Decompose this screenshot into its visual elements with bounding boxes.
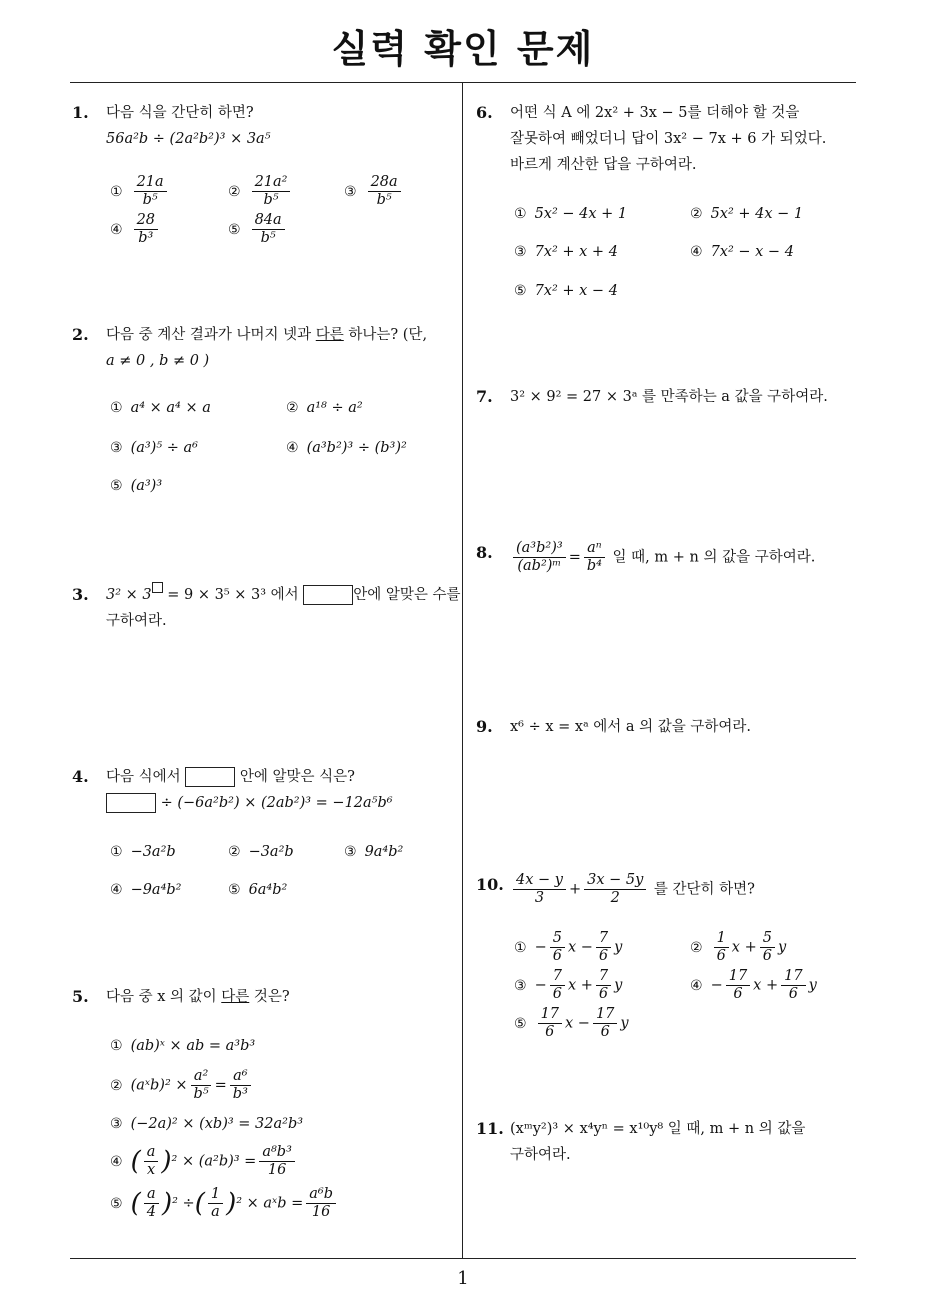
question-text: 3² × 9² = 27 × 3ᵃ 를 만족하는 a 값을 구하여라. <box>510 389 828 405</box>
question-expression: ÷ (−6a²b²) × (2ab²)³ = −12a⁵b⁶ <box>156 795 393 811</box>
option-mark: ③ <box>110 1116 123 1132</box>
fraction-denominator: 6 <box>733 986 743 1002</box>
fraction-denominator: 6 <box>552 948 562 964</box>
fraction-denominator: (ab²)ᵐ <box>517 558 562 574</box>
q10-option-4[interactable] <box>690 968 817 1003</box>
question-4 <box>72 764 452 816</box>
q1-option-1[interactable] <box>110 174 170 209</box>
option-mark: ① <box>514 939 527 956</box>
sign: − <box>534 939 547 956</box>
right-paren: ) <box>161 1188 173 1219</box>
option-denominator: b⁵ <box>376 192 392 208</box>
fraction-denominator: b⁴ <box>586 558 602 574</box>
q5-option-1[interactable] <box>110 1038 255 1054</box>
left-paren: ( <box>130 1188 141 1219</box>
question-number: 5. <box>72 987 89 1006</box>
fraction-denominator: 6 <box>716 948 726 964</box>
option-mark: ⑤ <box>228 882 241 898</box>
fraction-denominator: 6 <box>598 948 609 964</box>
option-text: ² ÷ <box>172 1195 195 1212</box>
question-2 <box>72 322 452 374</box>
fraction-numerator: 17 <box>593 1006 617 1024</box>
option-text: 7x² + x + 4 <box>534 244 618 260</box>
fraction-numerator: 1 <box>208 1186 223 1204</box>
fraction-numerator: 5 <box>760 930 775 948</box>
option-text: (a³)³ <box>130 478 163 494</box>
question-5 <box>72 984 452 1010</box>
option-mark: ② <box>690 939 703 956</box>
option-text: a¹⁸ ÷ a² <box>306 400 363 416</box>
bottom-rule <box>70 1258 856 1259</box>
q2-option-1[interactable] <box>110 400 211 416</box>
option-text: y <box>808 977 817 994</box>
q1-option-3[interactable] <box>344 174 404 209</box>
option-mark: ② <box>110 1077 123 1094</box>
option-text: 9a⁴b² <box>364 844 404 860</box>
fraction-denominator: 6 <box>552 986 562 1002</box>
question-expression: 56a²b ÷ (2a²b²)³ × 3a⁵ <box>106 131 271 147</box>
option-mark: ③ <box>514 977 527 994</box>
question-6 <box>476 100 856 178</box>
question-expression: 3² × 3 <box>106 587 152 603</box>
option-mark: ① <box>110 844 123 860</box>
option-numerator: 28a <box>368 174 401 192</box>
option-text: x + <box>731 939 757 956</box>
question-text: 하나는? (단, <box>343 327 428 343</box>
question-text: 안에 알맞은 식은? <box>235 769 355 785</box>
option-denominator: b⁵ <box>263 192 279 208</box>
q2-option-2[interactable] <box>286 400 363 416</box>
option-mark: ② <box>690 206 703 222</box>
option-mark: ⑤ <box>110 1195 123 1212</box>
question-text: 다음 중 계산 결과가 나머지 넷과 <box>106 327 316 343</box>
question-number: 2. <box>72 325 89 344</box>
option-text: −9a⁴b² <box>130 882 182 898</box>
page-number: 1 <box>457 1268 469 1289</box>
option-denominator: b³ <box>138 230 154 246</box>
option-text: a⁴ × a⁴ × a <box>130 400 211 416</box>
option-text: −3a²b <box>248 844 294 860</box>
fraction-numerator: (a³b²)³ <box>513 540 566 558</box>
fraction-denominator: a <box>211 1204 220 1220</box>
question-text: 구하여라. <box>106 613 167 629</box>
option-text: 7x² + x − 4 <box>534 283 618 299</box>
q2-option-4[interactable] <box>286 440 407 456</box>
fraction-numerator: a <box>144 1144 159 1162</box>
column-divider <box>462 82 463 1258</box>
page-title: 실력 확인 문제 <box>331 27 595 71</box>
sign: − <box>534 977 547 994</box>
q10-option-5[interactable] <box>514 1006 629 1041</box>
option-numerator: 21a <box>134 174 167 192</box>
question-number: 1. <box>72 103 89 122</box>
q2-option-3[interactable] <box>110 440 198 456</box>
option-mark: ② <box>228 844 241 860</box>
option-mark: ② <box>228 183 241 200</box>
option-text: (−2a)² × (xb)³ = 32a²b³ <box>130 1116 304 1132</box>
option-mark: ③ <box>344 183 357 200</box>
option-text: (a³)⁵ ÷ a⁶ <box>130 440 198 456</box>
option-mark: ④ <box>110 221 123 238</box>
question-text: 것은? <box>249 989 290 1005</box>
underlined-word: 다른 <box>315 327 344 343</box>
option-mark: ④ <box>690 977 703 994</box>
question-number: 7. <box>476 387 493 406</box>
fraction-numerator: 17 <box>781 968 805 986</box>
question-number: 4. <box>72 767 89 786</box>
q1-option-2[interactable] <box>228 174 293 209</box>
option-mark: ① <box>110 183 123 200</box>
fraction-numerator: aⁿ <box>584 540 605 558</box>
question-7 <box>476 384 856 410</box>
option-text: (a³b²)³ ÷ (b³)² <box>306 440 407 456</box>
right-paren: ) <box>161 1146 172 1177</box>
option-text: ² × aˣb = <box>236 1195 304 1212</box>
option-denominator: b⁵ <box>260 230 276 246</box>
question-text: 바르게 계산한 답을 구하여라. <box>510 157 697 173</box>
fraction-numerator: 7 <box>596 968 611 986</box>
fraction-denominator: 6 <box>762 948 772 964</box>
fraction-numerator: 1 <box>714 930 729 948</box>
left-paren: ( <box>194 1188 205 1219</box>
option-numerator: 21a² <box>252 174 291 192</box>
fraction-denominator: 6 <box>600 1024 610 1040</box>
fraction-numerator: 17 <box>726 968 750 986</box>
option-text: y <box>614 939 623 956</box>
underlined-word: 다른 <box>221 989 250 1005</box>
fraction-numerator: a⁶b <box>306 1186 336 1204</box>
q6-option-4[interactable] <box>690 244 794 260</box>
q1-option-4[interactable] <box>110 212 161 247</box>
question-number: 9. <box>476 717 493 736</box>
option-text: (ab)ˣ × ab = a³b³ <box>130 1038 256 1054</box>
question-number: 10. <box>476 875 504 894</box>
question-number: 6. <box>476 103 493 122</box>
option-text: y <box>777 939 787 956</box>
plus-sign: + <box>568 881 582 898</box>
right-paren: ) <box>226 1188 237 1219</box>
fraction-numerator: 4x − y <box>513 872 566 890</box>
option-text: −3a²b <box>130 844 176 860</box>
answer-blank-box[interactable] <box>106 793 156 813</box>
q6-option-5[interactable] <box>514 283 618 299</box>
question-8 <box>476 540 856 575</box>
q6-option-3[interactable] <box>514 244 618 260</box>
q4-option-5[interactable] <box>228 882 287 898</box>
question-text: 잘못하여 빼었더니 답이 3x² − 7x + 6 가 되었다. <box>510 131 827 147</box>
fraction-denominator: 4 <box>146 1204 156 1220</box>
fraction-denominator: b⁵ <box>193 1086 209 1102</box>
option-mark: ④ <box>690 244 703 260</box>
option-text: (aˣb)² × <box>130 1077 188 1094</box>
option-text: y <box>620 1015 629 1032</box>
question-10 <box>476 872 856 907</box>
fraction-numerator: a² <box>191 1068 211 1086</box>
option-text: 5x² − 4x + 1 <box>534 206 628 222</box>
fraction-denominator: 6 <box>788 986 798 1002</box>
sign: − <box>710 977 723 994</box>
option-text: ² × (a²b)³ = <box>171 1153 257 1170</box>
fraction-numerator: 3x − 5y <box>584 872 646 890</box>
question-text: 일 때, m + n 의 값을 구하여라. <box>607 549 816 566</box>
q5-option-5[interactable] <box>110 1186 339 1221</box>
question-3 <box>72 582 461 634</box>
question-9 <box>476 714 856 740</box>
question-text: 다음 중 x 의 값이 <box>106 989 222 1005</box>
fraction-numerator: a⁸b³ <box>259 1144 295 1162</box>
option-mark: ① <box>514 206 527 222</box>
question-number: 8. <box>476 543 493 562</box>
fraction-denominator: 2 <box>610 890 620 906</box>
top-rule <box>70 82 856 83</box>
question-number: 11. <box>476 1119 504 1138</box>
fraction-denominator: x <box>146 1162 156 1178</box>
option-mark: ④ <box>110 882 123 898</box>
question-number: 3. <box>72 585 89 604</box>
q1-option-5[interactable] <box>228 212 288 247</box>
answer-blank-box[interactable] <box>303 585 353 605</box>
option-numerator: 28 <box>134 212 158 230</box>
option-mark: ② <box>286 400 299 416</box>
option-mark: ⑤ <box>514 1015 527 1032</box>
q10-option-1[interactable] <box>514 930 622 965</box>
option-mark: ③ <box>514 244 527 260</box>
fraction-numerator: 7 <box>550 968 565 986</box>
q2-option-5[interactable] <box>110 478 162 494</box>
equals-sign: = <box>568 549 581 566</box>
option-text: y <box>614 977 623 994</box>
option-text: 7x² − x − 4 <box>710 244 794 260</box>
option-mark: ① <box>110 400 123 416</box>
option-mark: ③ <box>110 440 123 456</box>
q5-option-4[interactable] <box>110 1144 298 1179</box>
question-text: 다음 식을 간단히 하면? <box>106 105 254 121</box>
option-denominator: b⁵ <box>142 192 158 208</box>
q10-option-3[interactable] <box>514 968 622 1003</box>
fraction-denominator: 6 <box>598 986 609 1002</box>
q5-option-3[interactable] <box>110 1116 303 1132</box>
fraction-numerator: a⁶ <box>230 1068 250 1086</box>
fraction-denominator: 3 <box>534 890 545 906</box>
question-text: 어떤 식 A 에 2x² + 3x − 5를 더해야 할 것을 <box>510 105 800 121</box>
question-condition: a ≠ 0 , b ≠ 0 ) <box>106 353 210 369</box>
question-text: 다음 식에서 <box>106 769 186 785</box>
fraction-denominator: 16 <box>311 1204 331 1220</box>
q4-option-3[interactable] <box>344 844 403 860</box>
option-mark: ⑤ <box>228 221 241 238</box>
option-mark: ④ <box>286 440 299 456</box>
fraction-numerator: 7 <box>596 930 611 948</box>
option-text: x + <box>567 977 593 994</box>
q4-option-4[interactable] <box>110 882 182 898</box>
blank-box <box>185 767 235 787</box>
left-paren: ( <box>130 1146 141 1177</box>
fraction-denominator: b³ <box>232 1086 248 1102</box>
option-mark: ③ <box>344 844 357 860</box>
question-text: 안에 알맞은 수를 <box>353 587 461 603</box>
question-text: x⁶ ÷ x = xᵃ 에서 a 의 값을 구하여라. <box>510 719 752 735</box>
option-mark: ① <box>110 1038 123 1054</box>
fraction-denominator: 16 <box>267 1162 287 1178</box>
fraction-numerator: 5 <box>550 930 565 948</box>
blank-exponent-box <box>152 582 163 593</box>
option-text: x − <box>565 1015 590 1032</box>
q6-option-2[interactable] <box>690 206 803 222</box>
option-text: x + <box>753 977 779 994</box>
q10-option-2[interactable] <box>690 930 786 965</box>
option-mark: ④ <box>110 1153 123 1170</box>
question-1 <box>72 100 452 152</box>
question-expression: = 9 × 3⁵ × 3³ 에서 <box>162 587 304 603</box>
question-11 <box>476 1116 856 1168</box>
q4-option-2[interactable] <box>228 844 294 860</box>
fraction-numerator: a <box>144 1186 159 1204</box>
option-text: 5x² + 4x − 1 <box>710 206 804 222</box>
q6-option-1[interactable] <box>514 206 627 222</box>
option-text: 6a⁴b² <box>248 882 288 898</box>
option-mark: ⑤ <box>110 478 123 494</box>
question-text: (xᵐy²)³ × x⁴yⁿ = x¹⁰y⁸ 일 때, m + n 의 값을 <box>510 1121 806 1137</box>
q4-option-1[interactable] <box>110 844 176 860</box>
option-numerator: 84a <box>252 212 285 230</box>
fraction-numerator: 17 <box>538 1006 562 1024</box>
question-text: 구하여라. <box>510 1147 571 1163</box>
question-text: 를 간단히 하면? <box>649 881 755 898</box>
option-mark: ⑤ <box>514 283 527 299</box>
fraction-denominator: 6 <box>545 1024 555 1040</box>
equals-sign: = <box>214 1077 227 1094</box>
q5-option-2[interactable] <box>110 1068 254 1103</box>
option-text: x − <box>567 939 593 956</box>
